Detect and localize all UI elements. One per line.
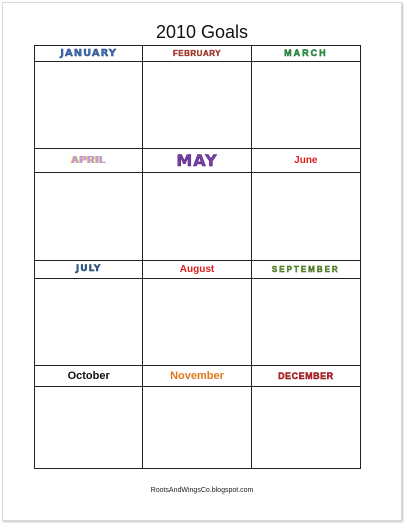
- goal-box-august: [143, 279, 251, 366]
- month-header-may: [143, 149, 251, 173]
- month-header-june: [252, 149, 360, 173]
- month-header-august: [143, 261, 251, 279]
- month-label: June: [294, 154, 318, 166]
- month-header-january: [35, 46, 143, 62]
- month-label: MARCH: [284, 48, 328, 58]
- month-label: JULY: [75, 264, 102, 274]
- goal-box-february: [143, 62, 251, 149]
- goals-calendar-grid: [34, 45, 361, 469]
- month-header-march: [252, 46, 360, 62]
- month-header-february: [143, 46, 251, 62]
- goal-box-january: [35, 62, 143, 149]
- goal-box-december: [252, 387, 360, 468]
- month-label: APRIL: [71, 154, 107, 166]
- goal-box-october: [35, 387, 143, 468]
- month-header-october: [35, 366, 143, 387]
- goal-box-july: [35, 279, 143, 366]
- month-label: October: [67, 369, 110, 382]
- month-label: MAY: [176, 150, 218, 170]
- goal-box-april: [35, 173, 143, 261]
- month-header-september: [252, 261, 360, 279]
- month-label: FEBRUARY: [172, 48, 222, 58]
- month-label: JANUARY: [60, 47, 118, 59]
- goal-box-may: [143, 173, 251, 261]
- goal-box-march: [252, 62, 360, 149]
- goal-box-june: [252, 173, 360, 261]
- month-header-july: [35, 261, 143, 279]
- month-label: November: [170, 369, 224, 382]
- month-header-december: [252, 366, 360, 387]
- page-title: 2010 Goals: [155, 22, 249, 42]
- month-header-november: [143, 366, 251, 387]
- goal-box-november: [143, 387, 251, 468]
- month-label: DECEMBER: [278, 370, 334, 381]
- month-label: August: [179, 263, 215, 275]
- month-label: SEPTEMBER: [271, 264, 340, 274]
- footer-url: RootsAndWingsCo.blogspot.com: [150, 487, 254, 494]
- month-header-april: [35, 149, 143, 173]
- goal-box-september: [252, 279, 360, 366]
